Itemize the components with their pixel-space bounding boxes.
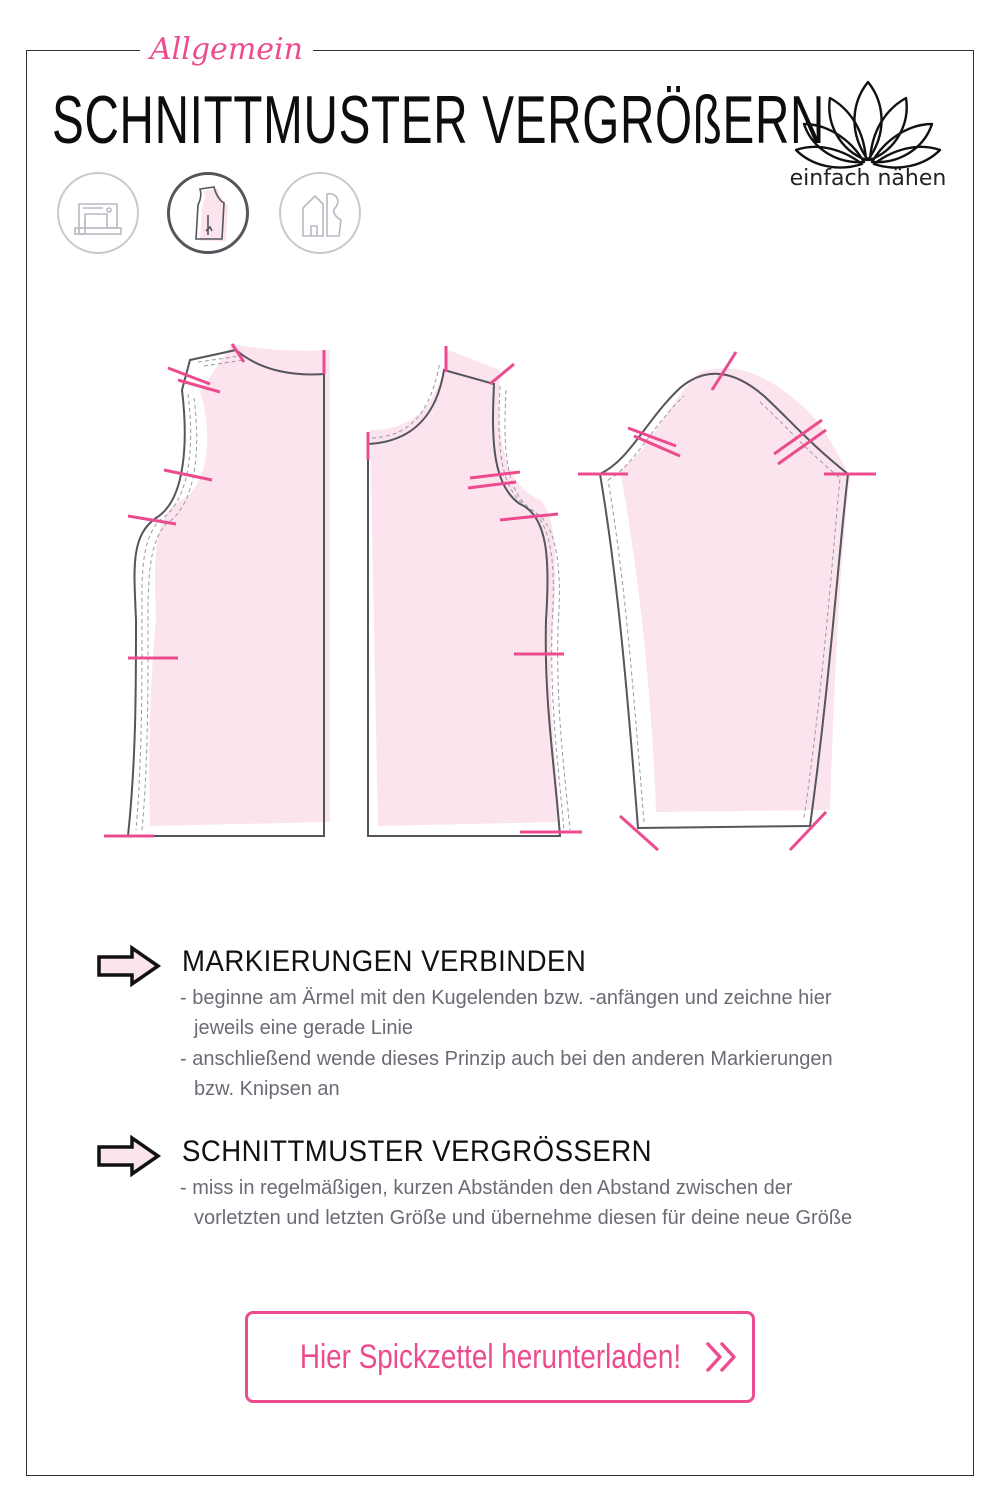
step-text-line: - anschließend wende dieses Prinzip auch bei den anderen Markierungen	[180, 1048, 833, 1070]
logo-text: einfach nähen	[789, 166, 947, 191]
pattern-diagram	[0, 330, 1001, 870]
download-button-label: Hier Spickzettel herunterladen!	[299, 1337, 681, 1376]
pattern-ruler-icon[interactable]	[279, 172, 361, 254]
double-chevron-right-icon	[702, 1340, 742, 1374]
sewing-machine-icon[interactable]	[57, 172, 139, 254]
arrow-right-icon	[96, 945, 162, 987]
step-heading: SCHNITTMUSTER VERGRÖSSERN	[182, 1135, 653, 1168]
sleeve-piece	[578, 352, 876, 850]
step-heading: MARKIERUNGEN VERBINDEN	[182, 945, 587, 978]
page-title: SCHNITTMUSTER VERGRÖßERN	[52, 82, 826, 158]
step-text-line: bzw. Knipsen an	[194, 1078, 340, 1100]
category-label: Allgemein	[140, 28, 313, 72]
step-text-line: jeweils eine gerade Linie	[194, 1017, 414, 1039]
step-text-line: - miss in regelmäßigen, kurzen Abständen den Abstand zwischen der	[180, 1177, 793, 1199]
front-bodice-piece	[368, 346, 582, 836]
download-cheatsheet-button[interactable]	[245, 1311, 755, 1403]
arrow-right-icon	[96, 1135, 162, 1177]
bodice-pattern-icon[interactable]	[167, 172, 249, 254]
step-text-line: vorletzten und letzten Größe und übernehme diesen für deine neue Größe	[194, 1207, 853, 1229]
back-bodice-piece	[104, 344, 330, 836]
step-text-line: - beginne am Ärmel mit den Kugelenden bzw. -anfängen und zeichne hier	[180, 987, 832, 1009]
